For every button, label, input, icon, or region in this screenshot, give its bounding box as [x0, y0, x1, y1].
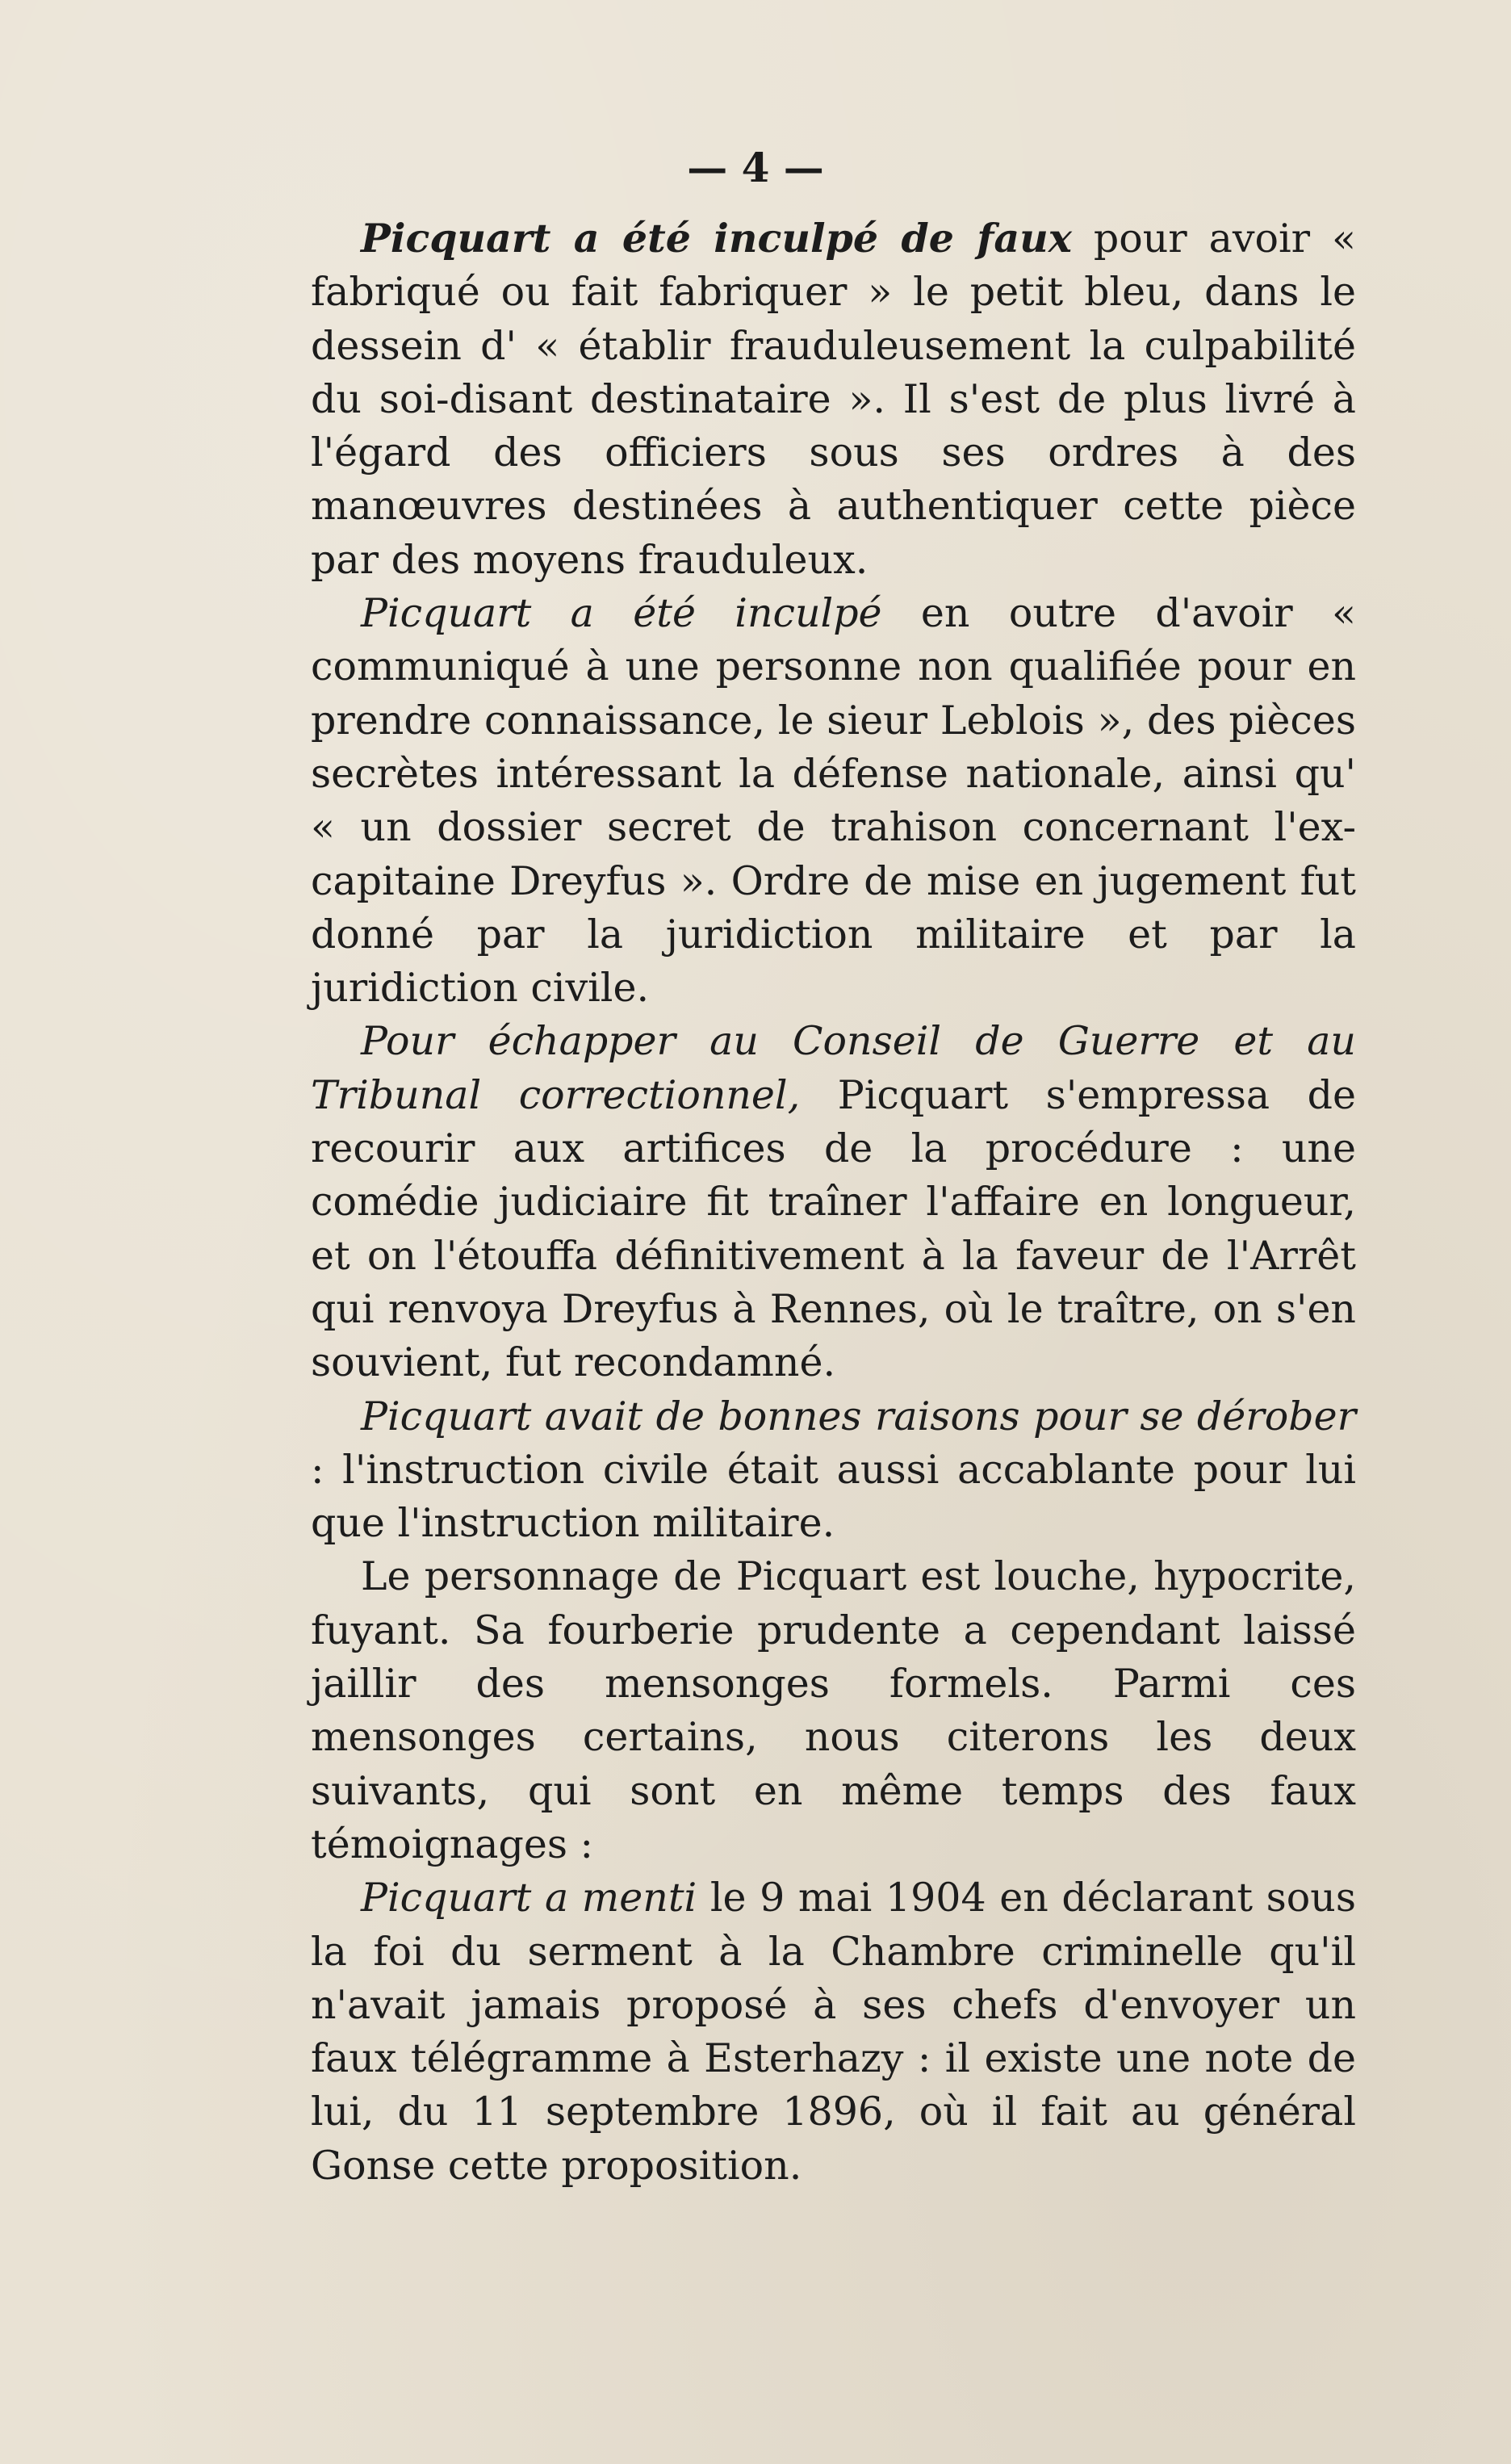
paragraph-text: pour avoir « fabriqué ou fait fabriquer » le petit bleu, dans le dessein d' « établir frauduleusement la culpabilité du soi-disant destinataire ». Il s'est de plus livré à l'égard des officiers sous ses ordres à des manœuvres destinées à authentiquer cette pièce par des moyens frauduleux.: [311, 216, 1356, 583]
paragraph-2: [311, 587, 1356, 1015]
italic-lead: Pour échapper au Conseil de Guerre et au Tribunal correctionnel,: [311, 1018, 1356, 1118]
paragraph-6: [311, 1871, 1356, 2193]
page-number: — 4 —: [687, 144, 824, 191]
paragraph-5: [311, 1550, 1356, 1871]
paragraph-text: : l'instruction civile était aussi accablante pour lui que l'instruction militaire.: [311, 1446, 1356, 1547]
italic-lead: Picquart a été inculpé: [361, 590, 882, 637]
paragraph-text: le 9 mai 1904 en déclarant sous la foi du serment à la Chambre criminelle qu'il n'avait jamais proposé à ses chefs d'envoyer un faux télégramme à Esterhazy : il existe une note de lui, du 11 septembre 1896, où il fait au général Gonse cette proposition.: [311, 1875, 1356, 2189]
paragraph-4: [311, 1390, 1356, 1551]
paragraph-text: Le personnage de Picquart est louche, hypocrite, fuyant. Sa fourberie prudente a cependant laissé jaillir des mensonges formels. Parmi ces mensonges certains, nous citerons les deux suivants, qui sont en même temps des faux témoignages :: [311, 1553, 1356, 1867]
italic-lead: Picquart a été inculpé de faux: [361, 215, 1072, 262]
paragraph-text: Picquart s'empressa de recourir aux artifices de la procédure : une comédie judiciaire fit traîner l'affaire en longueur, et on l'étouffa définitivement à la faveur de l'Arrêt qui renvoya Dreyfus à Rennes, où le traître, on s'en souvient, fut recondamné.: [311, 1071, 1356, 1386]
paragraph-1: [311, 212, 1356, 587]
paragraph-text: en outre d'avoir « communiqué à une personne non qualifiée pour en prendre connaissance, le sieur Leblois », des pièces secrètes intéressant la défense nationale, ainsi qu' « un dossier secret de trahison concernant l'ex-capitaine Dreyfus ». Ordre de mise en jugement fut donné par la juridiction militaire et par la juridiction civile.: [311, 590, 1356, 1012]
italic-lead: Picquart avait de bonnes raisons pour se dérober: [361, 1393, 1356, 1439]
body-text: [311, 212, 1356, 2193]
italic-lead: Picquart a menti: [361, 1875, 697, 1921]
paragraph-3: [311, 1015, 1356, 1389]
